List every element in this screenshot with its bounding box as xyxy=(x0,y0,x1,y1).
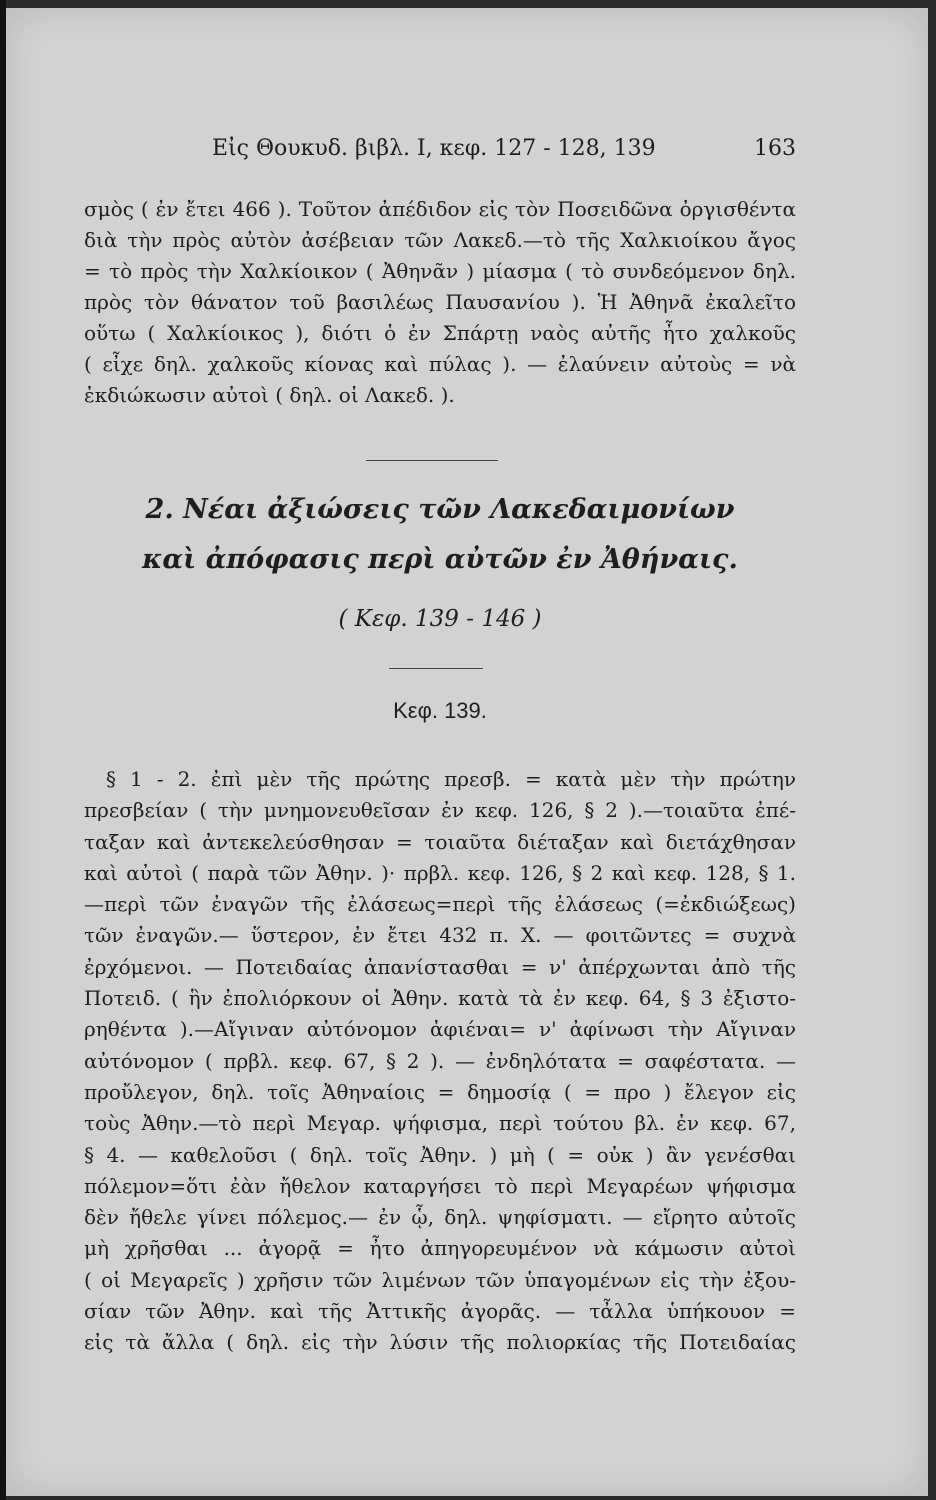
section-title-line-2: καὶ ἀπόφασις περὶ αὐτῶν ἐν Ἀθήναις. xyxy=(142,544,738,575)
text-line: ( οἱ Μεγαρεῖς ) χρῆσιν τῶν λιμένων τῶν ὑπαγομένων εἰς τὴν ἐξου- xyxy=(84,1267,796,1292)
text-line: τῶν ἐναγῶν.— ὕστερον, ἐν ἔτει 432 π. Χ. — φοιτῶντες = συχνὰ xyxy=(84,923,796,948)
text-line: εἰς τὰ ἄλλα ( δηλ. εἰς τὴν λύσιν τῆς πολιορκίας τῆς Ποτειδαίας xyxy=(84,1330,796,1355)
text-line: = τὸ πρὸς τὴν Χαλκίοικον ( Ἀθηνᾶν ) μίασμα ( τὸ συνδεόμενον δηλ. xyxy=(84,259,796,283)
text-line: καὶ αὐτοὶ ( παρὰ τῶν Ἀθην. )· πρβλ. κεφ. 126, § 2 καὶ κεφ. 128, § 1. xyxy=(84,860,796,885)
top-paragraph xyxy=(84,194,796,411)
running-head xyxy=(84,136,796,166)
text-line: προὔλεγον, δηλ. τοῖς Ἀθηναίοις = δημοσίᾳ ( = προ ) ἔλεγον εἰς xyxy=(84,1079,796,1104)
text-line: διὰ τὴν πρὸς αὐτὸν ἀσέβειαν τῶν Λακεδ.—τὸ τῆς Χαλκιοίκου ἄγος xyxy=(84,228,796,252)
divider-rule xyxy=(389,668,483,669)
text-line: ( εἶχε δηλ. χαλκοῦς κίονας καὶ πύλας ). — ἐλαύνειν αὐτοὺς = νὰ xyxy=(84,352,796,376)
page-number: 163 xyxy=(754,136,796,161)
text-line: ἐρχόμενοι. — Ποτειδαίας ἀπανίστασθαι = ν' ἀπέρχωνται ἀπὸ τῆς xyxy=(84,954,796,979)
text-line: —περὶ τῶν ἐναγῶν τῆς ἐλάσεως=περὶ τῆς ἐλάσεως (=ἐκδιώξεως) xyxy=(84,892,796,917)
text-line: σμὸς ( ἐν ἔτει 466 ). Τοῦτον ἀπέδιδον εἰς τὸν Ποσειδῶνα ὀργισθέντα xyxy=(84,197,796,221)
book-page xyxy=(6,8,928,1496)
text-line: πόλεμον=ὅτι ἐὰν ἤθελον καταργήσει τὸ περὶ Μεγαρέων ψήφισμα xyxy=(84,1173,796,1198)
text-line: πρεσβείαν ( τὴν μνημονευθεῖσαν ἐν κεφ. 126, § 2 ).—τοιαῦτα ἐπέ- xyxy=(84,798,796,823)
chapter-heading: Κεφ. 139. xyxy=(393,698,487,723)
divider-rule xyxy=(366,460,498,461)
text-line: δὲν ἤθελε γίνει πόλεμος.— ἐν ᾧ, δηλ. ψηφίσματι. — εἴρητο αὐτοῖς xyxy=(84,1205,796,1230)
text-line: § 4. — καθελοῦσι ( δηλ. τοῖς Ἀθην. ) μὴ ( = οὐκ ) ἂν γενέσθαι xyxy=(84,1142,796,1167)
text-line: τοὺς Ἀθην.—τὸ περὶ Μεγαρ. ψήφισμα, περὶ τούτου βλ. ἐν κεφ. 67, xyxy=(84,1111,796,1136)
text-line: μὴ χρῆσθαι ... ἀγορᾷ = ἦτο ἀπηγορευμένον νὰ κάμωσιν αὐτοὶ xyxy=(84,1236,796,1261)
text-line: οὕτω ( Χαλκίοικος ), διότι ὁ ἐν Σπάρτῃ ναὸς αὐτῆς ἦτο χαλκοῦς xyxy=(84,321,796,345)
commentary xyxy=(84,764,796,1359)
chapter-range: ( Κεφ. 139 - 146 ) xyxy=(338,606,542,632)
running-head-title: Εἰς Θουκυδ. βιβλ. Ι, κεφ. 127 - 128, 139 xyxy=(212,136,656,161)
text-line: πρὸς τὸν θάνατον τοῦ βασιλέως Παυσανίου ). Ἡ Ἀθηνᾶ ἐκαλεῖτο xyxy=(84,290,796,314)
text-line: ρηθέντα ).—Αἴγιναν αὐτόνομον ἀφιέναι= ν' ἀφίνωσι τὴν Αἴγιναν xyxy=(84,1017,796,1042)
text-line: ταξαν καὶ ἀντεκελεύσθησαν = τοιαῦτα διέταξαν καὶ διετάχθησαν xyxy=(84,829,796,854)
text-line: αὐτόνομον ( πρβλ. κεφ. 67, § 2 ). — ἐνδηλότατα = σαφέστατα. — xyxy=(84,1048,796,1073)
section-title-line-1: 2. Νέαι ἀξιώσεις τῶν Λακεδαιμονίων xyxy=(145,494,735,525)
text-line: § 1 - 2. ἐπὶ μὲν τῆς πρώτης πρεσβ. = κατὰ μὲν τὴν πρώτην xyxy=(106,767,796,791)
text-line: ἐκδιώκωσιν αὐτοὶ ( δηλ. οἱ Λακεδ. ). xyxy=(84,383,455,407)
text-line: σίαν τῶν Ἀθην. καὶ τῆς Ἀττικῆς ἀγορᾶς. — τἆλλα ὑπήκουον = xyxy=(84,1299,796,1324)
text-line: Ποτειδ. ( ἣν ἐπολιόρκουν οἱ Ἀθην. κατὰ τὰ ἐν κεφ. 64, § 3 ἐξιστο- xyxy=(84,986,796,1011)
